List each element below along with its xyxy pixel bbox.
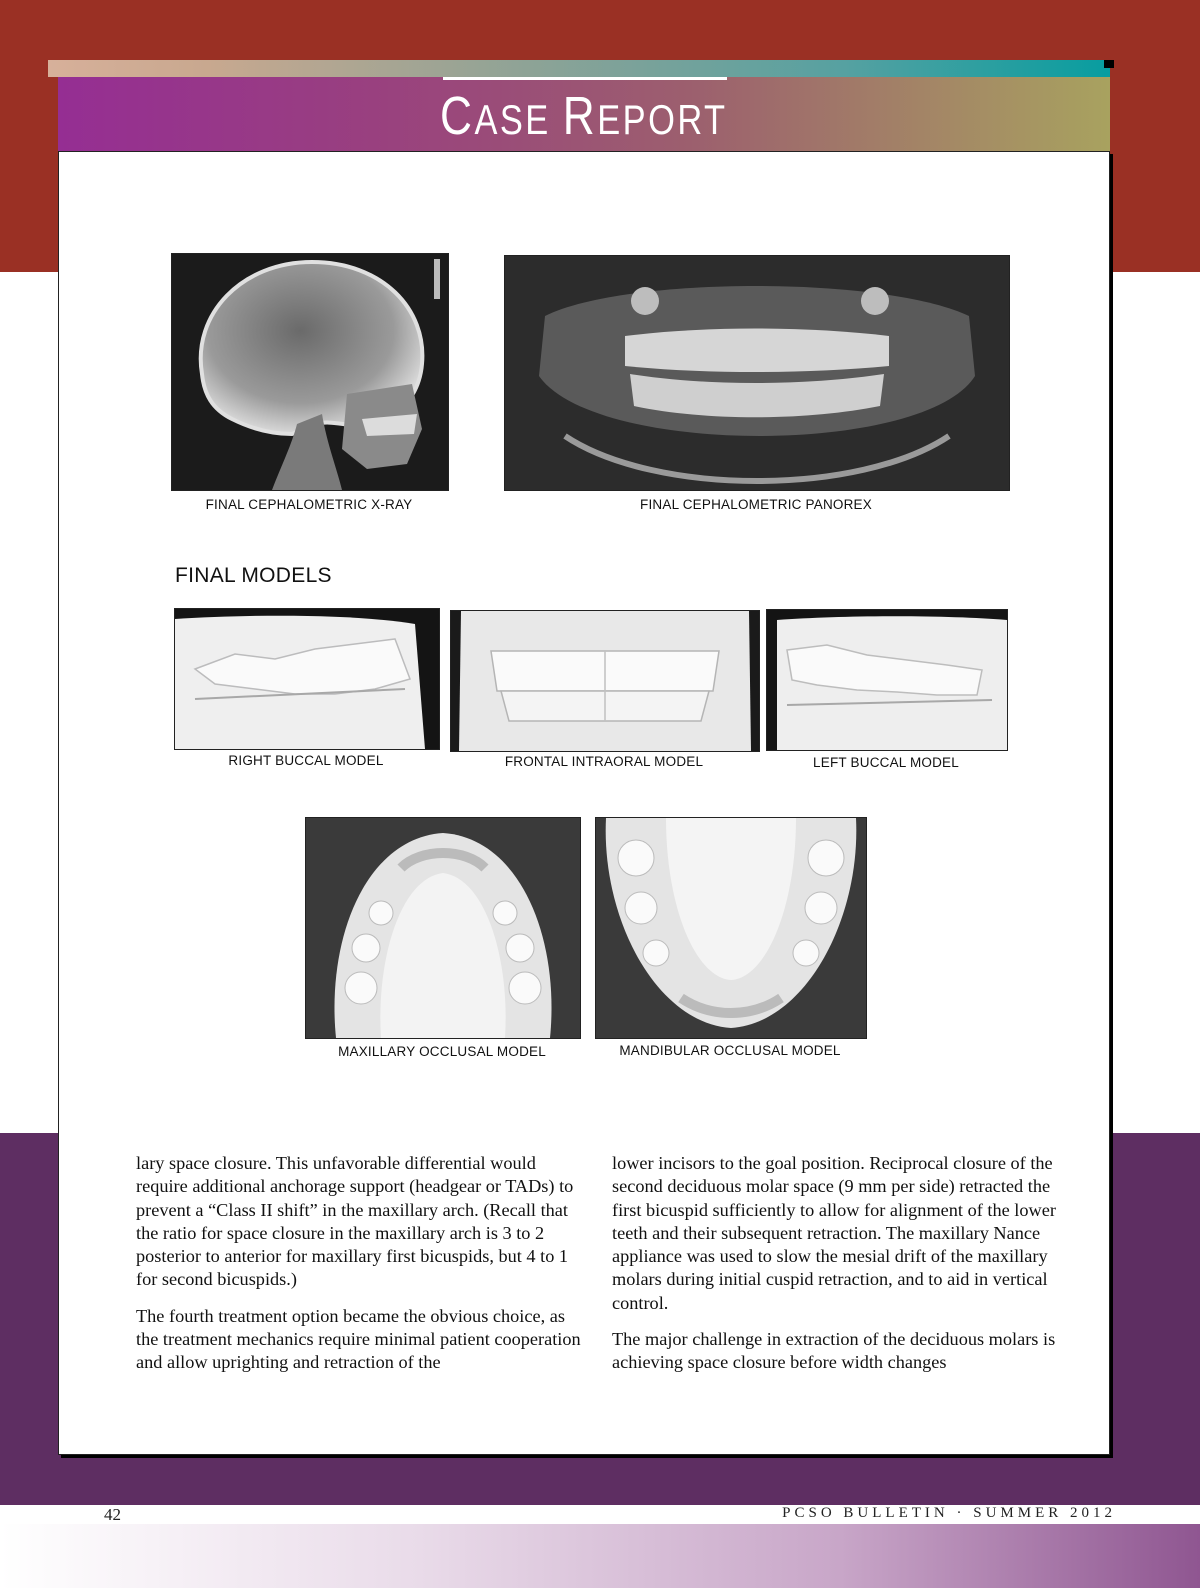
maxillary-occlusal-model-image	[305, 817, 581, 1039]
panorex-image	[504, 255, 1010, 491]
page-number: 42	[104, 1505, 121, 1524]
frontal-intraoral-model-image	[450, 610, 760, 752]
body-paragraph: The fourth treatment option became the obvious choice, as the treatment mechanics require minimal patient cooperation and allow uprighting and retraction of the	[136, 1305, 581, 1373]
publication-line: PCSO BULLETIN · SUMMER 2012	[782, 1505, 1116, 1521]
page-title: CASE REPORT	[440, 86, 728, 146]
left-buccal-graphic	[767, 610, 1007, 750]
maxillary-occlusal-caption: MAXILLARY OCCLUSAL MODEL	[338, 1044, 546, 1059]
body-paragraph: lower incisors to the goal position. Reciprocal closure of the second deciduous molar space (9 mm per side) retracted the first bicuspid sufficiently to allow for alignment of the lower teeth and their subsequent retraction. The maxillary Nance appliance was used to slow the mesial drift of the maxillary molars during initial cuspid retraction, and to aid in vertical control.	[612, 1153, 1056, 1313]
header-ribbon	[48, 60, 1110, 77]
right-buccal-graphic	[175, 609, 439, 749]
panorex-caption: FINAL CEPHALOMETRIC PANOREX	[640, 497, 872, 512]
right-buccal-caption: RIGHT BUCCAL MODEL	[228, 753, 384, 768]
body-right-column	[612, 1152, 1056, 1388]
ribbon-end-mark	[1104, 60, 1114, 68]
left-buccal-caption: LEFT BUCCAL MODEL	[813, 755, 959, 770]
mandibular-occlusal-model-image	[595, 817, 867, 1039]
body-left-column	[136, 1152, 582, 1388]
frontal-graphic	[451, 611, 759, 751]
mandibular-occlusal-caption: MANDIBULAR OCCLUSAL MODEL	[619, 1043, 841, 1058]
left-buccal-model-image	[766, 609, 1008, 751]
frontal-intraoral-caption: FRONTAL INTRAORAL MODEL	[504, 754, 704, 769]
right-buccal-model-image	[174, 608, 440, 750]
cephalometric-xray-caption: FINAL CEPHALOMETRIC X-RAY	[205, 497, 413, 512]
title-initial-cap: C	[440, 86, 475, 146]
xray-graphic	[172, 254, 448, 490]
content-panel	[58, 151, 1110, 1455]
body-paragraph: The major challenge in extraction of the deciduous molars is achieving space closure before width changes	[612, 1329, 1056, 1373]
final-models-heading: FINAL MODELS	[175, 564, 332, 587]
maxillary-graphic	[306, 818, 580, 1038]
panorex-graphic	[505, 256, 1009, 490]
title-rule	[443, 77, 727, 80]
mandibular-graphic	[596, 818, 866, 1038]
footer-gradient-strip	[0, 1524, 1200, 1588]
body-paragraph: lary space closure. This unfavorable differential would require additional anchorage support (headgear or TADs) to prevent a “Class II shift” in the maxillary arch. (Recall that the ratio for space closure in the maxillary arch is 3 to 2 posterior to anterior for maxillary first bicuspids, but 4 to 1 for second bicuspids.)	[136, 1153, 574, 1290]
cephalometric-xray-image	[171, 253, 449, 491]
title-initial-cap: R	[562, 86, 598, 146]
